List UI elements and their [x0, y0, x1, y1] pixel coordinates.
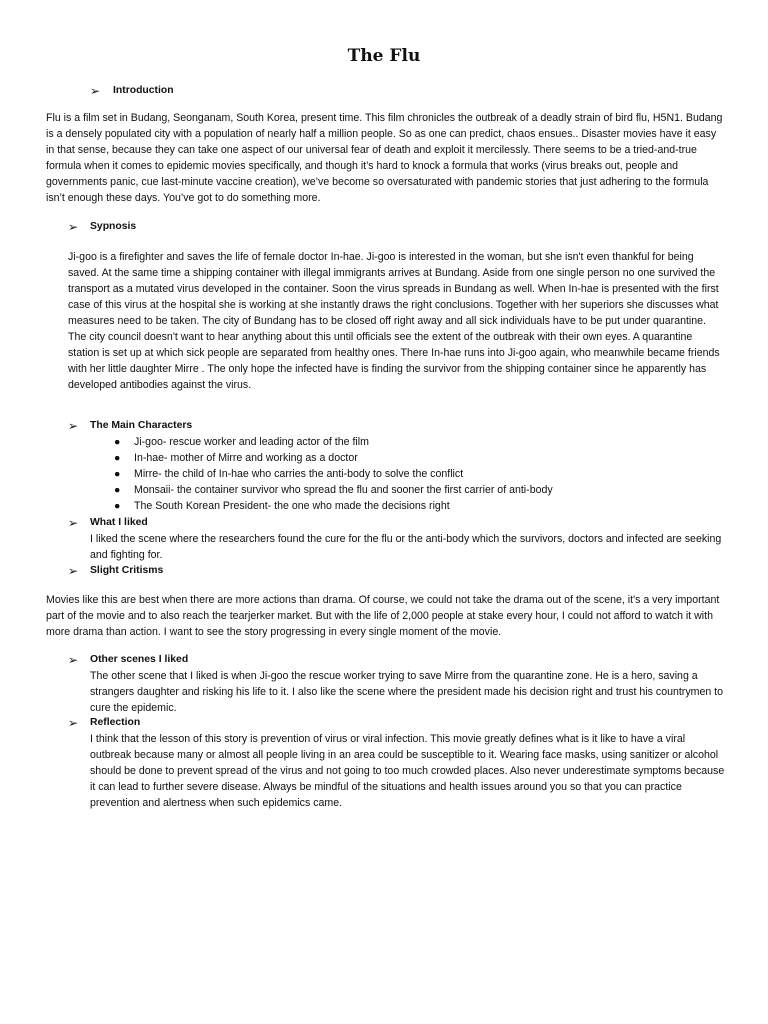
bullet-icon: ●: [114, 452, 121, 464]
arrow-bullet-icon: ➢: [68, 419, 79, 433]
heading-slight-criticisms: Slight Critisms: [90, 565, 164, 576]
document-title: The Flu: [347, 46, 421, 66]
bullet-icon: ●: [114, 484, 121, 496]
character-entry: The South Korean President- the one who made the decisions right: [134, 500, 450, 512]
synopsis-text: Ji-goo is a firefighter and saves the life of female doctor In-hae. Ji-goo is interested in the woman, but she isn't even thankful for being saved. At the same time a shipping container with illegal immigrants arrives at Bundang. Aside from one single person no one survived the transport as a mutated virus developed in the container. Soon the virus spreads in Bundang as well. When In-hae is presented with the first case of this virus at the hospital she is working at she instantly draws the right conclusions. Together with her superiors she discusses what measures need to be taken. The city of Bundang has to be closed off right away and all sick individuals have to be put under quarantine. The city council doesn't want to hear anything about this until officials see the extent of the outbreak with their own eyes. A quarantine station is set up at which sick people are separated from healthy ones. There In-hae runs into Ji-goo again, who meanwhile became friends with her little daughter Mirre . The only hope the infected have is finding the survivor from the shipping container since he apparently has developed antibodies against the virus.: [68, 251, 720, 391]
heading-reflection: Reflection: [90, 717, 141, 728]
character-entry: Monsaii- the container survivor who spread the flu and sooner the first carrier of anti-body: [134, 484, 553, 496]
bullet-icon: ●: [114, 500, 121, 512]
list-item: [90, 466, 690, 482]
arrow-bullet-icon: ➢: [68, 716, 79, 730]
list-item: [90, 482, 690, 498]
arrow-bullet-icon: ➢: [68, 516, 79, 530]
character-entry: Mirre- the child of In-hae who carries the anti-body to solve the conflict: [134, 468, 464, 480]
bullet-icon: ●: [114, 468, 121, 480]
slight-criticisms-text: Movies like this are best when there are more actions than drama. Of course, we could not take the drama out of the scene, it's a very important part of the movie and to also reach the tearjerker market. But with the life of 2,000 people at stake every hour, I could not afford to watch it with more drama than action. I want to see the story progressing in every single moment of the movie.: [46, 594, 720, 638]
arrow-bullet-icon: ➢: [68, 220, 79, 234]
characters-list: [90, 434, 690, 514]
reflection-text: I think that the lesson of this story is prevention of virus or viral infection. This movie greatly defines what is it like to have a viral outbreak because many or almost all people living in an area could be susceptible to it. Wearing face masks, using sanitizer or alcohol should be done to prevent spread of the virus and not going to too much crowded places. Also never underestimate symptoms because it can lead to further severe disease. Always be mindful of the situations and health issues around you so that you can practice prevention and alertness when such epidemics came.: [90, 733, 725, 809]
heading-what-i-liked: What I liked: [90, 517, 148, 528]
heading-introduction: Introduction: [113, 85, 174, 96]
heading-other-scenes: Other scenes I liked: [90, 654, 189, 665]
arrow-bullet-icon: ➢: [68, 564, 79, 578]
character-entry: Ji-goo- rescue worker and leading actor of the film: [134, 436, 369, 448]
heading-synopsis: Sypnosis: [90, 221, 137, 232]
list-item: [90, 498, 690, 514]
introduction-text: Flu is a film set in Budang, Seonganam, South Korea, present time. This film chronicles the outbreak of a deadly strain of bird flu, H5N1. Budang is a densely populated city with a population of nearly half a million people. So as one can predict, chaos ensues.. Disaster movies have it easy in that sense, because they can take one aspect of our universal fear of death and exploit it mercilessly. There seems to be a tried-and-true formula when it comes to epidemic movies specifically, and though it’s hard to knock a formula that works (virus breaks out, people and governments panic, cue last-minute vaccine creation), we’ve become so oversaturated with pandemic stories that just adhering to the formula isn’t enough these days. You’ve got to do something more.: [46, 112, 723, 204]
list-item: [90, 450, 690, 466]
arrow-bullet-icon: ➢: [68, 653, 79, 667]
what-i-liked-text: I liked the scene where the researchers found the cure for the flu or the anti-body which the survivors, doctors and infected are seeking and fighting for.: [90, 533, 722, 561]
character-entry: In-hae- mother of Mirre and working as a doctor: [134, 452, 358, 464]
heading-main-characters: The Main Characters: [90, 420, 193, 431]
other-scenes-text: The other scene that I liked is when Ji-goo the rescue worker trying to save Mirre from the quarantine zone. He is a hero, saving a strangers daughter and risking his life to it. I also like the scene where the president made his decision right and trust his countrymen to cure the epidemic.: [90, 670, 724, 714]
arrow-bullet-icon: ➢: [90, 84, 101, 98]
bullet-icon: ●: [114, 436, 121, 448]
list-item: [90, 434, 690, 450]
